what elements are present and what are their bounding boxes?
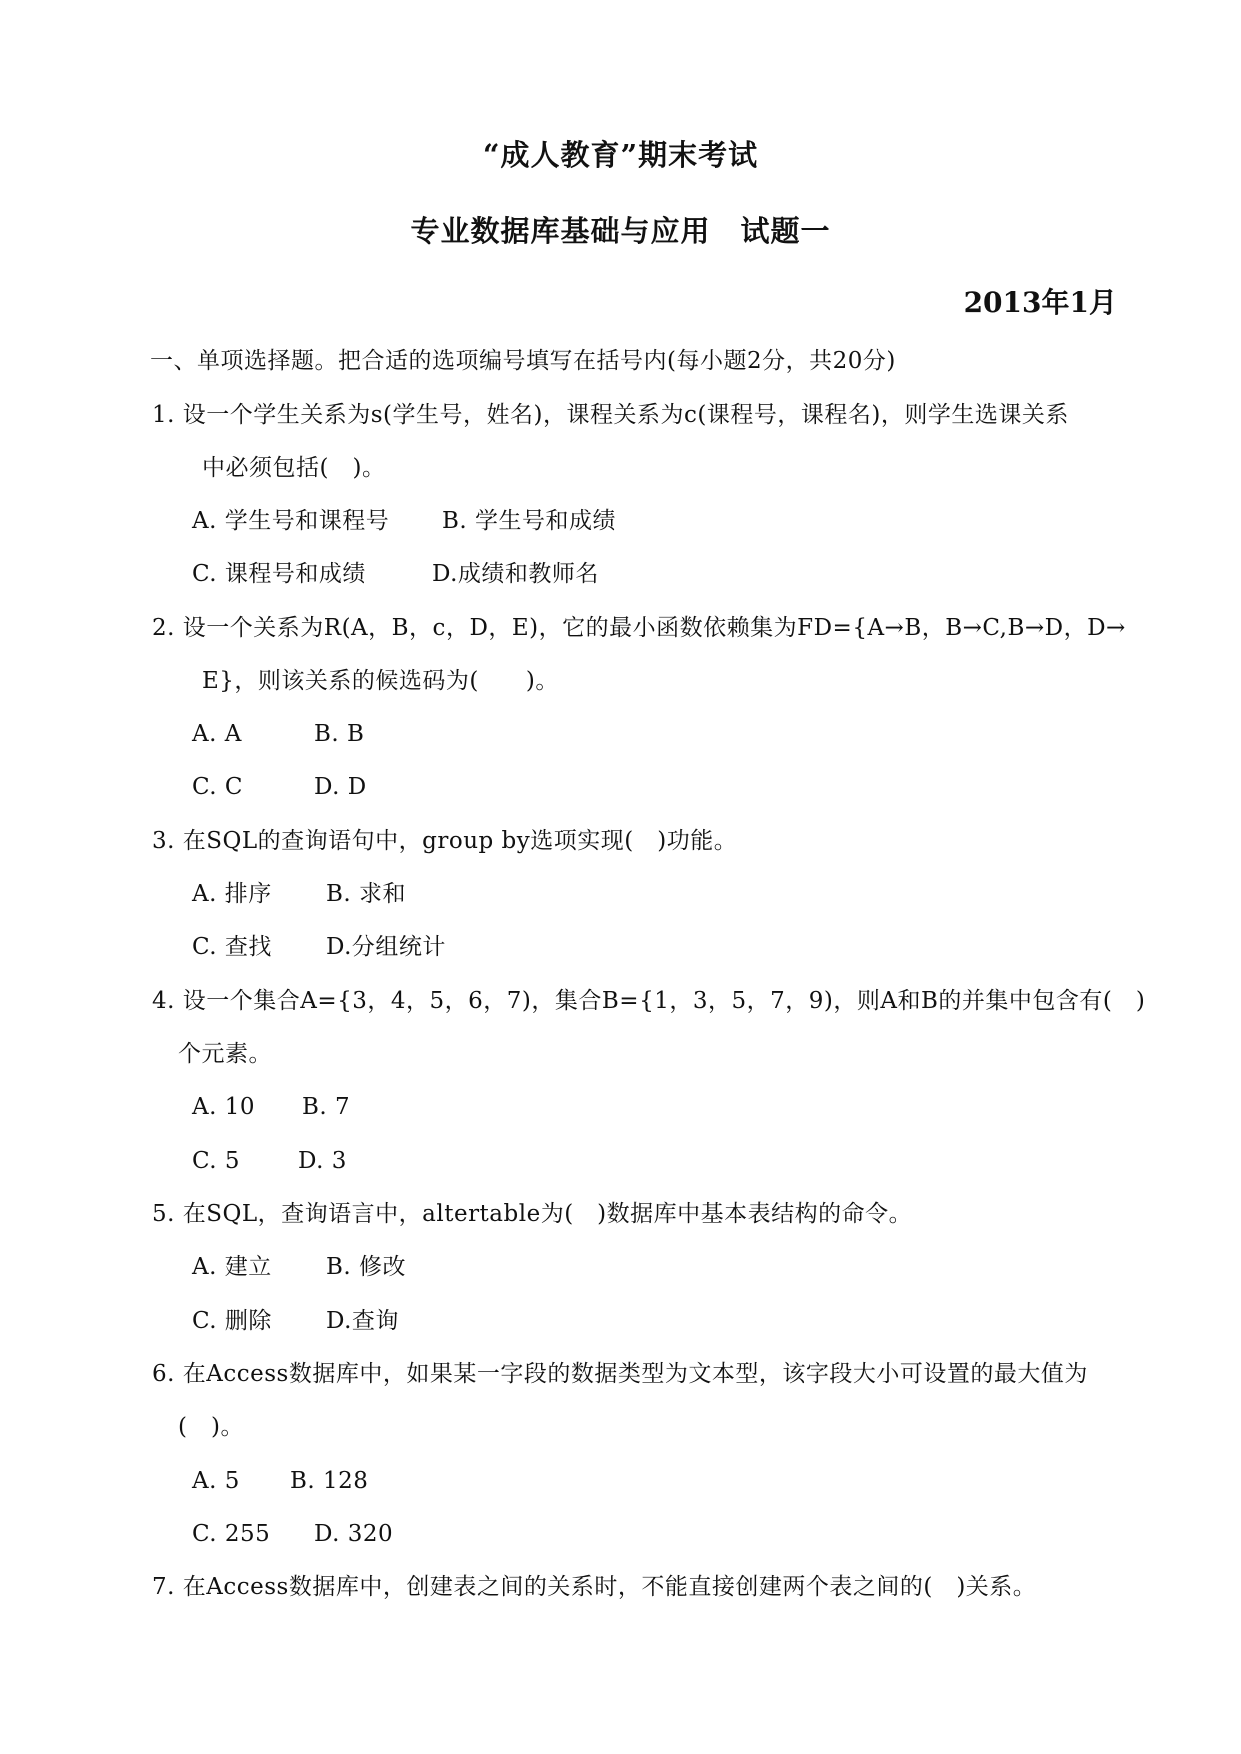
question-2-text: 2. 设一个关系为R(A，B，c，D，E)，它的最小函数依赖集为FD={A→B，B→C,B→D，D→ bbox=[152, 615, 1126, 641]
option-b: B. B bbox=[314, 721, 365, 747]
exam-date: 2013年1月 bbox=[963, 286, 1117, 319]
option-a: A. 10 bbox=[192, 1094, 255, 1120]
question-3-options-row1 bbox=[192, 879, 406, 909]
option-a: A. 学生号和课程号 bbox=[192, 508, 390, 534]
exam-subtitle: 专业数据库基础与应用 试题一 bbox=[410, 214, 831, 248]
option-c: C. 5 bbox=[192, 1148, 241, 1174]
option-d: D.成绩和教师名 bbox=[432, 561, 599, 587]
question-1-text: 1. 设一个学生关系为s(学生号，姓名)，课程关系为c(课程号，课程名)，则学生选课关系 bbox=[152, 402, 1069, 428]
question-1-options-row1 bbox=[192, 506, 616, 536]
option-d: D.查询 bbox=[326, 1308, 399, 1334]
option-b: B. 学生号和成绩 bbox=[442, 508, 617, 534]
option-a: A. 建立 bbox=[192, 1254, 272, 1280]
option-d: D. D bbox=[314, 774, 367, 800]
option-d: D. 3 bbox=[298, 1148, 347, 1174]
question-3-options-row2 bbox=[192, 932, 446, 962]
option-a: A. A bbox=[192, 721, 242, 747]
option-c: C. 课程号和成绩 bbox=[192, 561, 366, 587]
option-b: B. 修改 bbox=[326, 1254, 407, 1280]
question-4-text: 4. 设一个集合A={3，4，5，6，7)，集合B={1，3，5，7，9)，则A和B的并集中包含有( ) bbox=[152, 988, 1146, 1014]
question-6-options-row2 bbox=[192, 1519, 393, 1549]
option-b: B. 求和 bbox=[326, 881, 407, 907]
question-1-options-row2 bbox=[192, 559, 599, 589]
question-6-options-row1 bbox=[192, 1466, 368, 1496]
section-heading: 一、单项选择题。把合适的选项编号填写在括号内(每小题2分，共20分) bbox=[150, 348, 896, 374]
question-6-text-cont: ( )。 bbox=[178, 1414, 244, 1440]
question-4-options-row1 bbox=[192, 1092, 350, 1122]
question-4-options-row2 bbox=[192, 1146, 347, 1176]
option-d: D. 320 bbox=[314, 1521, 394, 1547]
option-b: B. 128 bbox=[290, 1468, 369, 1494]
question-1-text-cont: 中必须包括( )。 bbox=[202, 455, 386, 481]
exam-title: “成人教育”期末考试 bbox=[482, 138, 759, 172]
option-c: C. 255 bbox=[192, 1521, 271, 1547]
option-a: A. 排序 bbox=[192, 881, 272, 907]
option-b: B. 7 bbox=[302, 1094, 351, 1120]
question-3-text: 3. 在SQL的查询语句中，group by选项实现( )功能。 bbox=[152, 828, 738, 854]
question-5-options-row2 bbox=[192, 1306, 399, 1336]
question-5-text: 5. 在SQL，查询语言中，altertable为( )数据库中基本表结构的命令。 bbox=[152, 1201, 913, 1227]
option-c: C. 删除 bbox=[192, 1308, 272, 1334]
question-2-text-cont: E}，则该关系的候选码为( )。 bbox=[202, 668, 559, 694]
option-d: D.分组统计 bbox=[326, 934, 446, 960]
question-5-options-row1 bbox=[192, 1252, 406, 1282]
question-2-options-row1 bbox=[192, 719, 364, 749]
question-2-options-row2 bbox=[192, 772, 367, 802]
option-a: A. 5 bbox=[192, 1468, 240, 1494]
option-c: C. 查找 bbox=[192, 934, 272, 960]
option-c: C. C bbox=[192, 774, 243, 800]
question-7-text: 7. 在Access数据库中，创建表之间的关系时，不能直接创建两个表之间的( )关系。 bbox=[152, 1574, 1037, 1600]
question-4-text-cont: 个元素。 bbox=[178, 1041, 272, 1067]
question-6-text: 6. 在Access数据库中，如果某一字段的数据类型为文本型，该字段大小可设置的最大值为 bbox=[152, 1361, 1088, 1387]
